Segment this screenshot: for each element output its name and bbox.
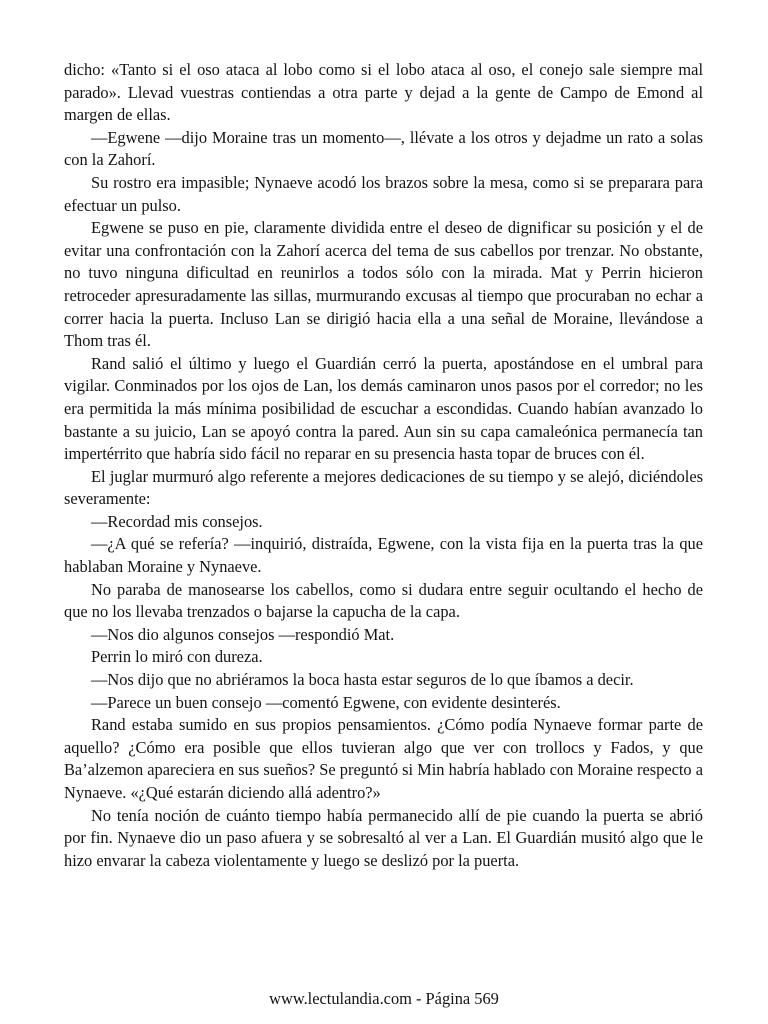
page-body xyxy=(64,59,703,872)
paragraph: —¿A qué se refería? —inquirió, distraída, Egwene, con la vista fija en la puerta tras la que hablaban Moraine y Nynaeve. xyxy=(64,534,703,577)
paragraph: Egwene se puso en pie, claramente dividida entre el deseo de dignificar su posición y el de evitar una confrontación con la Zahorí acerca del tema de sus cabellos por trenzar. No obstante, no tuvo ninguna dificultad en reunirlos a todos sólo con la mirada. Mat y Perrin hicieron retroceder apresuradamente las sillas, murmurando excusas al tiempo que procuraban no echar a correr hacia la puerta. Incluso Lan se dirigió hacia ella a una señal de Moraine, llevándose a Thom tras él. xyxy=(64,218,703,351)
paragraph: No tenía noción de cuánto tiempo había permanecido allí de pie cuando la puerta se abrió por fin. Nynaeve dio un paso afuera y se sobresaltó al ver a Lan. El Guardián musitó algo que le hizo envarar la cabeza violentamente y luego se deslizó por la puerta. xyxy=(64,805,703,870)
paragraph: El juglar murmuró algo referente a mejores dedicaciones de su tiempo y se alejó, diciéndoles severamente: xyxy=(64,466,703,509)
paragraph: —Recordad mis consejos. xyxy=(91,511,263,531)
paragraph: dicho: «Tanto si el oso ataca al lobo como si el lobo ataca al oso, el conejo sale siempre mal parado». Llevad vuestras contiendas a otra parte y dejad a la gente de Campo de Emond al margen de ellas. xyxy=(64,60,703,125)
paragraph: Rand estaba sumido en sus propios pensamientos. ¿Cómo podía Nynaeve formar parte de aquello? ¿Cómo era posible que ellos tuvieran algo que ver con trollocs y Fados, y que Ba’alzemon apareciera en sus sueños? Se preguntó si Min habría hablado con Moraine respecto a Nynaeve. «¿Qué estarán diciendo allá adentro?» xyxy=(64,715,704,802)
paragraph: No paraba de manosearse los cabellos, como si dudara entre seguir ocultando el hecho de que no los llevaba trenzados o bajarse la capucha de la capa. xyxy=(64,579,703,622)
paragraph: —Egwene —dijo Moraine tras un momento—, llévate a los otros y dejadme un rato a solas con la Zahorí. xyxy=(64,127,703,170)
paragraph: Perrin lo miró con dureza. xyxy=(91,647,263,667)
paragraph: —Parece un buen consejo —comentó Egwene, con evidente desinterés. xyxy=(91,692,561,712)
paragraph: —Nos dijo que no abriéramos la boca hasta estar seguros de lo que íbamos a decir. xyxy=(91,670,634,690)
paragraph: —Nos dio algunos consejos —respondió Mat. xyxy=(91,624,395,644)
page-footer: www.lectulandia.com - Página 569 xyxy=(269,989,499,1008)
paragraph: Su rostro era impasible; Nynaeve acodó los brazos sobre la mesa, como si se preparara para efectuar un pulso. xyxy=(64,172,703,215)
paragraph: Rand salió el último y luego el Guardián cerró la puerta, apostándose en el umbral para vigilar. Conminados por los ojos de Lan, los demás caminaron unos pasos por el corredor; no les era permitida la más mínima posibilidad de escuchar a escondidas. Cuando habían avanzado lo bastante a su juicio, Lan se apoyó contra la pared. Aun sin su capa camaleónica permanecía tan impertérrito que habría sido fácil no reparar en su presencia hasta topar de bruces con él. xyxy=(64,353,703,464)
